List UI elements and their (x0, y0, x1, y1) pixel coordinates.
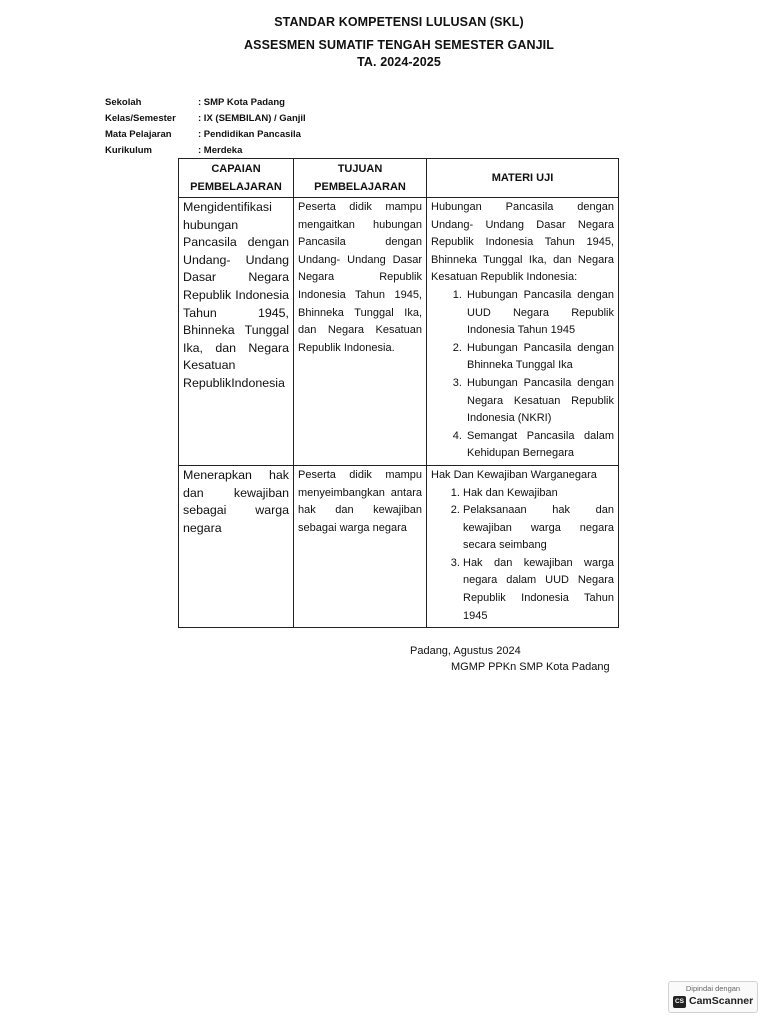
info-row-mapel (105, 127, 306, 143)
table-header-row (179, 159, 619, 198)
school-info (105, 95, 306, 159)
signature-org: MGMP PPKn SMP Kota Padang (451, 661, 610, 673)
info-label: Kelas/Semester (105, 113, 176, 124)
capaian-cell: Menerapkan hak dan kewajiban sebagai warga negara (179, 465, 294, 627)
info-label: Mata Pelajaran (105, 129, 172, 140)
header-tujuan: TUJUAN PEMBELAJARAN (294, 159, 427, 198)
table-row (179, 198, 619, 466)
signature-place-date: Padang, Agustus 2024 (410, 645, 521, 657)
list-item: 2. Hubungan Pancasila dengan Bhinneka Tunggal Ika (465, 340, 614, 375)
materi-list (431, 287, 614, 463)
capaian-cell: Mengidentifikasi hubungan Pancasila dengan Undang- Undang Dasar Negara Republik Indonesia Tahun 1945, Bhinneka Tunggal Ika, dan Negara Kesatuan RepublikIndonesia (179, 198, 294, 466)
tujuan-cell: Peserta didik mampu menyeimbangkan antara hak dan kewajiban sebagai warga negara (294, 465, 427, 627)
info-row-kurikulum (105, 143, 306, 159)
materi-list (431, 485, 614, 626)
info-row-kelas (105, 111, 306, 127)
info-row-sekolah (105, 95, 306, 111)
header-capaian: CAPAIAN PEMBELAJARAN (179, 159, 294, 198)
info-value: : IX (SEMBILAN) / Ganjil (198, 113, 306, 124)
materi-cell (427, 465, 619, 627)
stamp-caption: Dipindai dengan (685, 984, 741, 993)
camscanner-stamp (668, 981, 758, 1013)
doc-subtitle: ASSESMEN SUMATIF TENGAH SEMESTER GANJIL (244, 38, 554, 52)
info-value: : Merdeka (198, 145, 243, 156)
doc-title: STANDAR KOMPETENSI LULUSAN (SKL) (274, 15, 524, 29)
materi-intro: Hak Dan Kewajiban Warganegara (431, 468, 597, 481)
list-item: 3. Hubungan Pancasila dengan Negara Kesatuan Republik Indonesia (NKRI) (465, 375, 614, 428)
info-value: : SMP Kota Padang (198, 97, 285, 108)
camscanner-logo-icon: CS (673, 996, 686, 1008)
tujuan-cell: Peserta didik mampu mengaitkan hubungan Pancasila dengan Undang- Undang Dasar Negara Republik Indonesia Tahun 1945, Bhinneka Tunggal Ika, dan Negara Kesatuan Republik Indonesia. (294, 198, 427, 466)
materi-intro: Hubungan Pancasila dengan Undang- Undang Dasar Negara Republik Indonesia Tahun 1945, Bhinneka Tunggal Ika, dan Negara Kesatuan Republik Indonesia: (431, 201, 614, 284)
stamp-brand: CamScanner (689, 995, 754, 1007)
skl-table (178, 158, 619, 628)
info-label: Sekolah (105, 97, 142, 108)
list-item: 1. Hak dan Kewajiban (463, 485, 614, 503)
list-item: 4. Semangat Pancasila dalam Kehidupan Bernegara (465, 428, 614, 463)
doc-year: TA. 2024-2025 (357, 55, 441, 69)
header-materi: MATERI UJI (427, 159, 619, 198)
list-item: 1. Hubungan Pancasila dengan UUD Negara Republik Indonesia Tahun 1945 (465, 287, 614, 340)
info-label: Kurikulum (105, 145, 152, 156)
list-item: 2. Pelaksanaan hak dan kewajiban warga negara secara seimbang (463, 502, 614, 555)
table-row (179, 465, 619, 627)
info-value: : Pendidikan Pancasila (198, 129, 301, 140)
list-item: 3. Hak dan kewajiban warga negara dalam UUD Negara Republik Indonesia Tahun 1945 (463, 555, 614, 625)
materi-cell (427, 198, 619, 466)
